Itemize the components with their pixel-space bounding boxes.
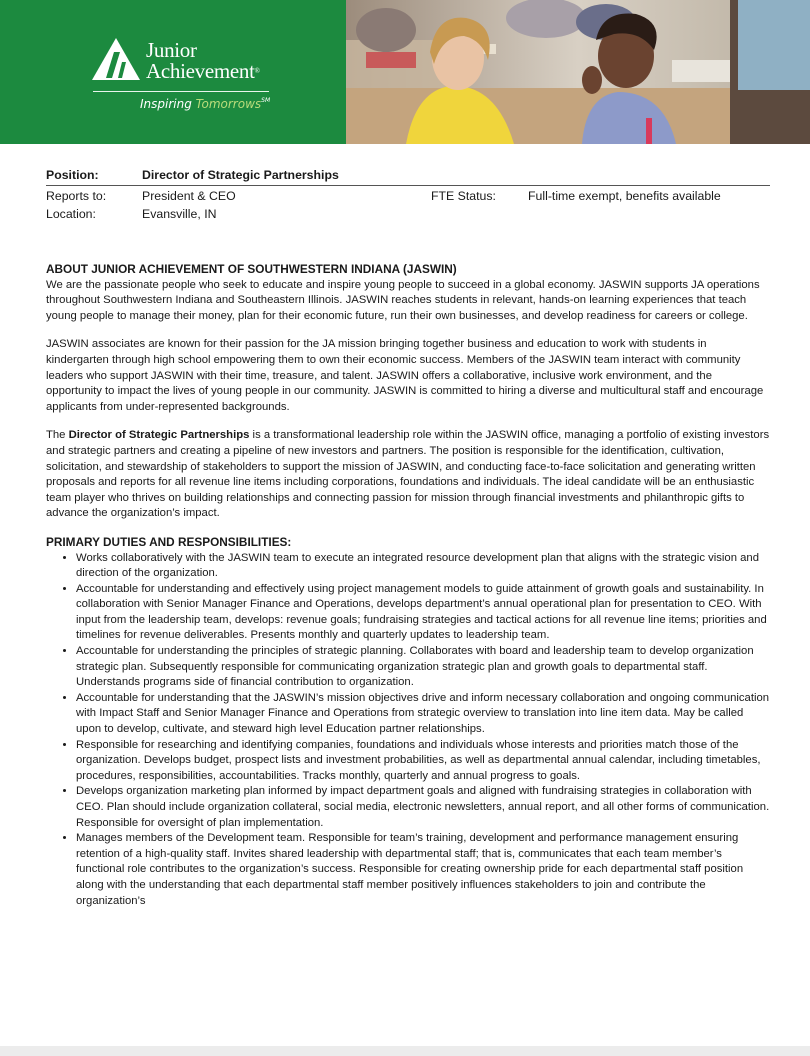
position-label: Position: [46,168,99,182]
duty-item: • Responsible for researching and identifying companies, foundations and individuals whose interests and priorities match those of the organization. Develops budget, prospect lists and investment probabilities, as well as departmental annual calendar, including timetables, procedures, responsibilities, accountabilities. Tracks monthly, quarterly and annual progress to goals. [76,738,770,785]
position-divider [46,185,770,186]
location-row [46,205,770,223]
reports-row [46,187,770,205]
role-title-bold: Director of Strategic Partnerships [68,429,250,442]
duties-list [46,551,770,910]
reports-label: Reports to: [46,189,107,203]
position-info [46,166,770,223]
reports-value: President & CEO [142,189,236,203]
trademark: ® [254,67,260,75]
duty-item: • Works collaboratively with the JASWIN team to execute an integrated resource development plan that aligns with the strategic vision and direction of the organization. [76,551,770,582]
ja-logo-icon [92,38,140,82]
duty-item: • Accountable for understanding that the JASWIN’s mission objectives drive and inform necessary collaboration and ongoing communication with Impact Staff and Senior Manager Finance and Operations from strategic overview to translation into line item data. May be called upon to develop, cultivate, and steward high level Education partner relationships. [76,691,770,738]
classroom-photo-illustration [346,0,810,144]
tagline-tomorrows: Tomorrows [195,97,262,111]
duty-item: • Accountable for understanding the principles of strategic planning. Collaborates with board and leadership team to develop organization strategic plan. Subsequently responsible for communicating organization strategic plan and growth goals to departmental staff. Understands programs side of financial contribution to organization. [76,644,770,691]
position-value: Director of Strategic Partnerships [142,168,339,182]
page-bottom-edge [0,1046,810,1056]
job-description [46,262,770,909]
classroom-photo [346,0,810,144]
logo-wordmark [146,40,260,82]
logo-line-1: Junior [146,38,197,62]
duty-item: • Develops organization marketing plan informed by impact department goals and aligned with fundraising strategies in collaboration with CEO. Plan should include organization collateral, social media, electronic newsletters, annual report, and all other forms of communication. Responsible for oversight of plan implementation. [76,784,770,831]
fte-label: FTE Status: [431,189,496,203]
tagline-sm: SM [261,97,271,104]
location-value: Evansville, IN [142,207,217,221]
fte-value: Full-time exempt, benefits available [528,189,721,203]
header-banner [0,0,810,144]
about-paragraph-3 [46,428,770,522]
about-paragraph-1: We are the passionate people who seek to educate and inspire young people to succeed in a global economy. JASWIN supports JA operations throughout Southwestern Indiana and Southeastern Illinois. JASWIN reaches students in relevant, hands-on learning experiences that teach young people to manage their money, plan for their economic future, run their own businesses, and develop readiness for careers or college. [46,278,760,322]
duties-heading: PRIMARY DUTIES AND RESPONSIBILITIES: [46,534,292,549]
duty-item: • Manages members of the Development team. Responsible for team’s training, development and performance management ensuring retention of a high-quality staff. Invites shared leadership with departmental staff; that is, communicates that each team member’s functional role contributes to the organization’s success. Responsible for creating ownership pride for each departmental staff position along with the understanding that each departmental staff member positively influences stakeholders to join and contribute the organization’s [76,831,770,909]
logo-divider [93,91,269,92]
duty-item: • Accountable for understanding and effectively using project management models to guide attainment of growth goals and sustainability. In collaboration with Senior Manager Finance and Operations, develops department’s annual operational plan for presentation to CEO. With input from the leadership team, develops: revenue goals; fundraising strategies and tactical actions for all revenue line items; priorities and timelines for revenue deliverables. Presents monthly and quarterly updates to leadership team. [76,582,770,644]
about-paragraph-2: JASWIN associates are known for their passion for the JA mission bringing together business and education to work with students in kindergarten through high school empowering them to own their economic success. Members of the JASWIN team interact with community leaders who support JASWIN with their time, treasure, and talent. JASWIN offers a collaborative, inclusive work environment, and the opportunity to impact the lives of young people in our community. JASWIN is committed to hiring a diverse and multicultural staff and encourage applicants from under-represented backgrounds. [46,338,764,413]
logo-panel [0,0,346,144]
tagline [140,97,270,111]
p3-pre: The [46,429,69,442]
tagline-inspiring: Inspiring [140,97,196,111]
logo-line-2: Achievement [146,59,255,83]
position-row [46,166,770,184]
p3-post: is a transformational leadership role within the JASWIN office, managing a portfolio of existing investors and strategic partners and creating a pipeline of new investors and partners. The position is responsible for the identification, cultivation, solicitation, and stewardship of stakeholders to support the mission of JASWIN, and conducting face-to-face solicitation and generating written proposals and reports for all revenue line items including corporations, foundations and individuals. The ideal candidate will be an enthusiastic team player who thrives on building relationships and connecting passion for mission through financial investments and philanthropic gifts to advance the organization’s impact. [46,429,770,520]
about-heading: ABOUT JUNIOR ACHIEVEMENT OF SOUTHWESTERN INDIANA (JASWIN) [46,262,457,276]
location-label: Location: [46,207,96,221]
